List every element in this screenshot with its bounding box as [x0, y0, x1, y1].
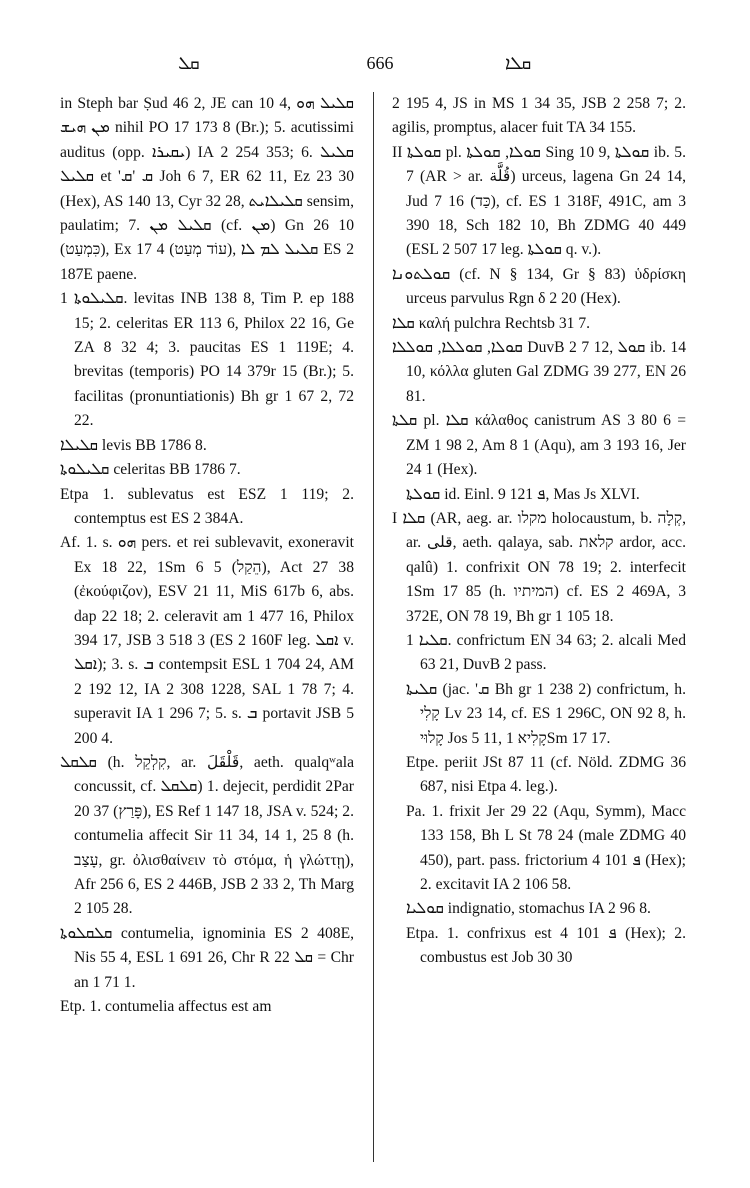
running-head-right: ܩܠܐ [505, 53, 532, 73]
dictionary-entry: ܩܠܝܬܐ (jac. 'ܩ Bh gr 1 238 2) confrictum, h. קָלִי Lv 23 14, cf. ES 1 296C, ON 92 8, h. קָלוּי Jos 5 11, קָלִיא 1Sm 17 17. [406, 680, 686, 747]
dictionary-entry: Etpe. periit JSt 87 11 (cf. Nöld. ZDMG 36 687, nisi Etpa 4. leg.). [406, 753, 686, 796]
dictionary-entry: in Steph bar Ṣud 46 2, JE can 10 4, ܩܠܝܠ ܗܘ ܡܢ ܗܝܫ nihil PO 17 173 8 (Br.); 5. acutissimi auditus (opp. ܝܩܝܪܐ) IA 2 254 353; 6. ܩܠܝܠ ܩܠܝܠ et 'ܩ 'ܩ Joh 6 7, ER 62 11, Ez 23 30 (Hex), AS 140 13, Cyr 32 28, ܩܠܝܠܐܝܬ sensim, paulatim; 7. ܩܠܝܠ ܡܢ (cf. ܡܢ) Gn 26 10 (כִּמְעַט), Ex 17 4 (עוֹד מְעַט), ܩܠܝܠ ܠܡ ܠܐ ES 2 187E paene. [60, 95, 354, 283]
dictionary-entry: ܩܘܠܝܐ indignatio, stomachus IA 2 96 8. [406, 900, 651, 918]
dictionary-entry: Af. 1. s. ܗܘ pers. et rei sublevavit, exoneravit Ex 18 22, 1Sm 6 5 (הֵקַל), Act 27 38 (ἐκούφιζον), ESV 21 11, MiS 617b 6, abs. dap 22 18; 2. celeravit am 1 477 16, Philox 394 17, JSB 3 518 3 (ES 2 160F leg. ܐܩܠ v. ܐܩܠ); 3. s. ܒ contempsit ESL 1 704 24, AM 2 192 12, IA 2 308 1228, SAL 1 78 7; 4. superavit IA 1 296 7; 5. s. ܒ portavit JSB 5 200 4. [60, 534, 354, 747]
dictionary-entry: ܩܠܬܐ pl. ܩܠܐ κάλαθος canistrum AS 3 80 6 = ZM 1 98 2, Am 8 1 (Aqu), am 3 193 16, Jer 24 1 (Hex). [392, 412, 686, 479]
running-head [60, 48, 690, 78]
dictionary-entry: Etpa 1. sublevatus est ESZ 1 119; 2. contemptus est ES 2 384A. [60, 485, 354, 527]
left-column [60, 92, 354, 1162]
dictionary-entry: ܩܠܝܠܘܬܐ 1. levitas INB 138 8, Tim P. ep 188 15; 2. celeritas ER 113 6, Philox 22 16, Ge ZA 8 32 4; 3. paucitas ES 1 119E; 4. brevitas (temporis) PO 14 379r 15 (Br.); 5. facilitas (pronuntiationis) Bh gr 1 67 2, 72 22. [60, 290, 354, 430]
dictionary-entry: ܩܠܝܐ 1. confrictum EN 34 63; 2. alcali Med 63 21, DuvB 2 pass. [406, 631, 686, 674]
dictionary-entry: ܩܠܩܠܘܬܐ contumelia, ignominia ES 2 408E, Nis 55 4, ESL 1 691 26, Chr R ܩܠ 22 = Chr an 1 71 1. [60, 924, 354, 991]
dictionary-entry: I ܩܠܐ (AR, aeg. ar. מקלו holocaustum, b. קְלָה, ar. قلى, aeth. qalaya, sab. קלאת ardor, acc. qalû) 1. confrixit ON 78 19; 2. interfecit 1Sm 17 85 (h. המיתיו) cf. ES 2 469A, 3 372E, ON 78 19, Bh gr 1 105 18. [392, 509, 686, 625]
running-head-left: ܩܠ [178, 53, 200, 73]
dictionary-entry: II ܩܘܠܬܐ pl. ܩܘܠܐ, ܩܘܠܬܐ Sing 10 9, ܩܘܠܬܐ ib. 5. 7 (AR > ar. قُلَّة) urceus, lagena Gn 24 14, Jud 7 16 (כַּד), cf. ES 1 318F, 491C, am 3 390 18, Sch 182 10, Bh ZDMG 40 449 (ESL 2 507 17 leg. ܩܘܠܬܐ q. v.). [392, 143, 686, 259]
dictionary-entry: Etpa. 1. confrixus est ܦ 101 4 (Hex); 2. combustus est Job 30 30 [406, 924, 686, 967]
dictionary-entry: Pa. 1. frixit Jer 29 22 (Aqu, Symm), Macc 133 158, Bh L St 78 24 (male ZDMG 40 450), part. pass. frictorium ܦ 101 4 (Hex); 2. excitavit IA 2 106 58. [406, 802, 686, 893]
dictionary-entry: ܩܘܠܬܘܢܐ (cf. N § 134, Gr § 83) ὑδρίσκη urceus parvulus Rgn δ 2 20 (Hex). [392, 265, 686, 308]
page-number: 666 [366, 53, 394, 73]
dictionary-entry: ܩܘܠܐ, ܩܘܠܠܐ, ܩܘܠܠܐ DuvB 2 7 12, ܩܘܠ ib. 14 10, κόλλα gluten Gal ZDMG 39 277, EN 26 81. [392, 339, 686, 405]
dictionary-entry: ܩܠܐ καλή pulchra Rechtsb 31 7. [392, 314, 591, 332]
right-column [392, 92, 686, 1162]
column-divider [373, 92, 374, 1162]
dictionary-entry: ܩܠܝܠܘܬܐ celeritas BB 1786 7. [60, 461, 241, 479]
dictionary-entry: ܩܠܝܠܐ levis BB 1786 8. [60, 436, 207, 454]
dictionary-entry: Etp. 1. contumelia affectus est am [60, 998, 272, 1016]
dictionary-entry: 2 195 4, JS in MS 1 34 35, JSB 2 258 7; 2. agilis, promptus, alacer fuit TA 34 155. [392, 95, 686, 137]
dictionary-entry: ܩܠܩܠ (h. קִלְקֵל, ar. قَلْقَلَ, aeth. qualqʷala concussit, cf. ܩܠܩܠ) 1. dejecit, perdidit 2Par 20 37 (פָּרַץ), ES Ref 1 147 18, JSA v. 524; 2. contumelia affecit Sir 11 34, 14 1, 25 8 (h. עָצַב, gr. ὀλισθαίνειν τὸ στόμα, ἡ γλώττῃ), Afr 256 6, ES 2 446B, JSB 2 33 2, Th Marg 2 105 28. [60, 753, 354, 918]
dictionary-entry: ܩܘܠܬܐ id. Einl. ܦ 121 9, Mas Js XLVI. [406, 485, 640, 503]
